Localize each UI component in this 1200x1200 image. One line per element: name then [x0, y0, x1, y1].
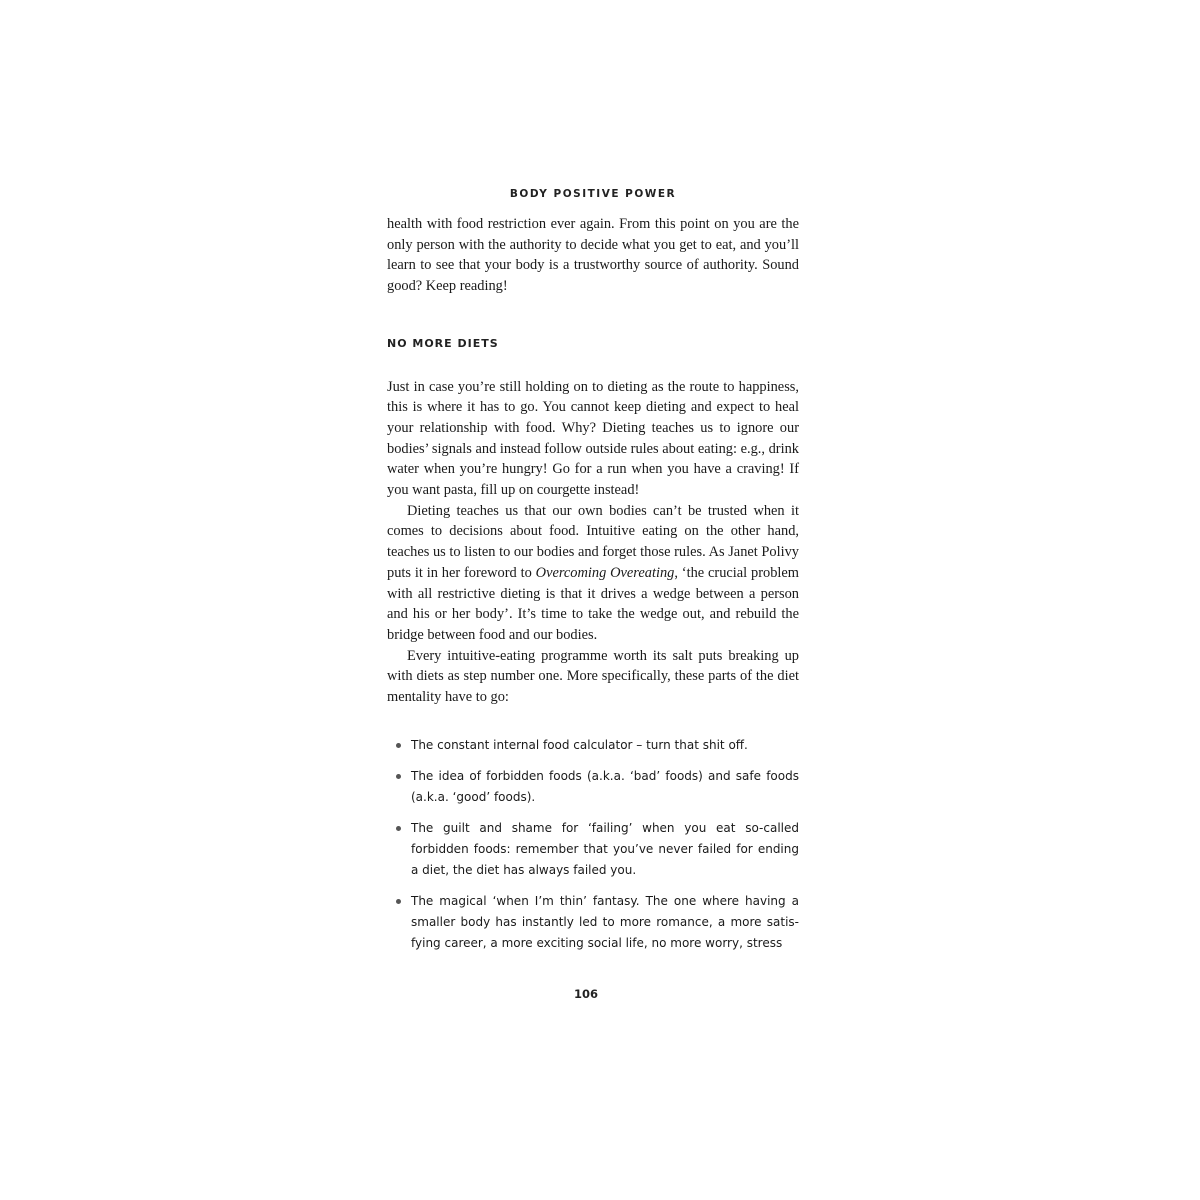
- opening-paragraph: health with food restriction ever again. From this point on you are the only person with the authority to decide what you get to eat, and you’ll learn to see that your body is a trustworthy source of authority. Sound good? Keep reading!: [387, 216, 799, 295]
- paragraph-3: Every intuitive-eating programme worth its salt puts breaking up with diets as step number one. More specifically, these parts of the diet mentality have to go:: [387, 647, 799, 706]
- list-item: [387, 891, 799, 954]
- section-heading: NO MORE DIETS: [387, 336, 499, 350]
- bullet-dot-icon: [396, 826, 401, 831]
- bullet-list: [387, 735, 799, 954]
- paragraph-2-text-before: Dieting teaches us that our own bodies can’t be trusted when it comes to decisions about food. Intuitive eating on the other hand, teaches us to listen to our bodies and forget those rules. As Janet Polivy puts it in her foreword to: [387, 502, 799, 581]
- book-title: Overcoming Overeating: [535, 564, 675, 581]
- list-item: [387, 766, 799, 808]
- paragraph-2-text-after: , ‘the crucial problem with all restrictive dieting is that it drives a wedge between a person and his or her body’. It’s time to take the wedge out, and rebuild the bridge between food and our bodies.: [387, 564, 800, 643]
- running-head: BODY POSITIVE POWER: [509, 188, 677, 200]
- paragraph-1: Just in case you’re still holding on to dieting as the route to happiness, this is where it has to go. You cannot keep dieting and expect to heal your relationship with food. Why? Dieting teaches us to ignore our bodies’ signals and instead follow outside rules about eating: e.g., drink water when you’re hungry! Go for a run when you have a craving! If you want pasta, fill up on courgette instead!: [387, 378, 799, 499]
- page-number: 106: [573, 987, 598, 1001]
- bullet-dot-icon: [396, 774, 401, 779]
- list-item: [387, 735, 799, 756]
- list-item-text: The idea of forbidden foods (a.k.a. ‘bad’ foods) and safe foods (a.k.a. ‘good’ foods).: [411, 768, 799, 804]
- list-item-text: The guilt and shame for ‘failing’ when you eat so-called forbidden foods: remember that you’ve never failed for ending a diet, the diet has always failed you.: [411, 820, 799, 877]
- body-text: [387, 214, 799, 708]
- bullet-dot-icon: [396, 743, 401, 748]
- paragraph-2: [387, 501, 799, 646]
- book-page: [387, 188, 799, 964]
- bullet-dot-icon: [396, 899, 401, 904]
- list-item: [387, 818, 799, 881]
- list-item-text: The magical ‘when I’m thin’ fantasy. The one where having a smaller body has instantly led to more romance, a more satisfying career, a more exciting social life, no more worry, stress: [411, 893, 799, 950]
- list-item-text: The constant internal food calculator – turn that shit off.: [411, 737, 748, 752]
